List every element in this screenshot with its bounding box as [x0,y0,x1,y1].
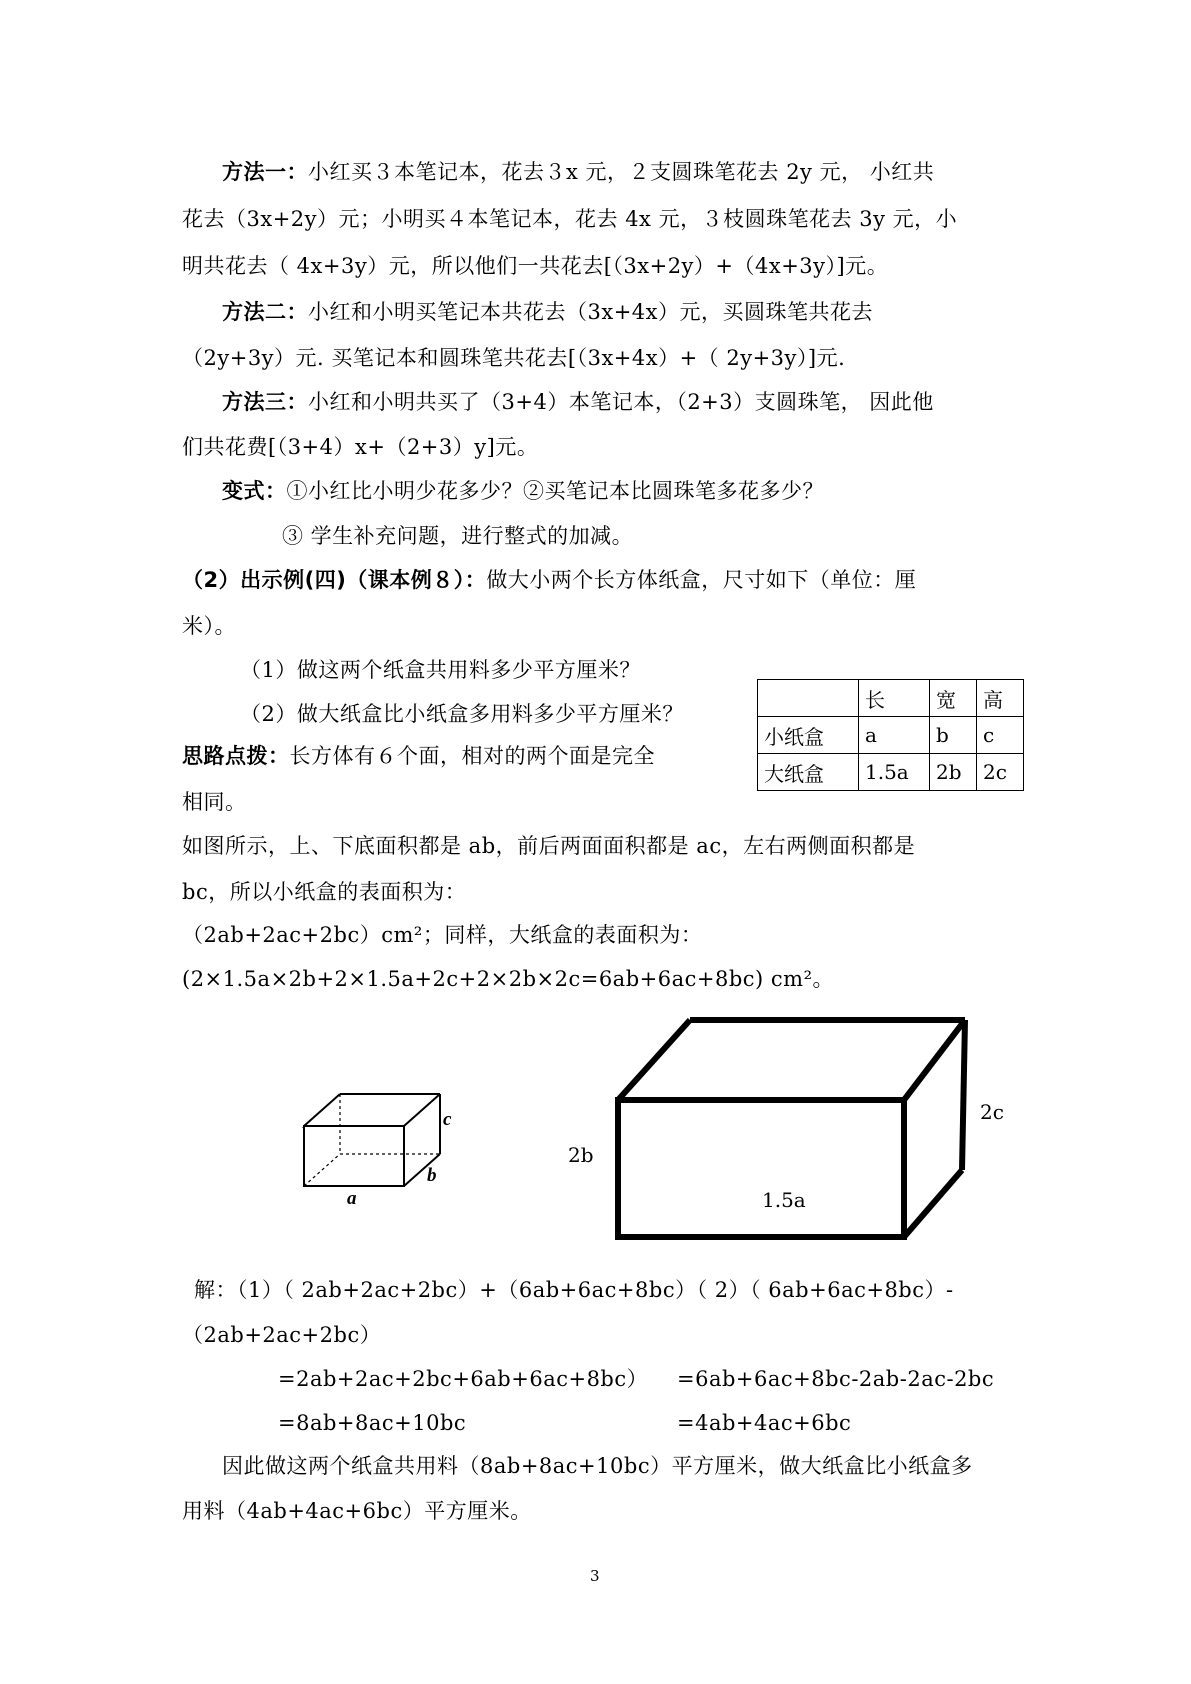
explain-line3: （2ab+2ac+2bc）cm²；同样，大纸盒的表面积为： [182,923,703,947]
page-number: 3 [590,1567,600,1585]
variant-line1: 变式：①小红比小明少花多少？②买笔记本比圆珠笔多花多少？ [222,479,824,503]
table-cell: b [930,717,977,754]
table-cell: 高 [977,680,1024,717]
table-cell: 小纸盒 [758,717,859,754]
solution-line2: （2ab+2ac+2bc） [182,1323,382,1347]
solution-line1: 解：（1）（ 2ab+2ac+2bc）+（6ab+6ac+8bc）（ 2）（ 6ab+6ac+8bc）- [194,1278,954,1302]
example4-label: （2）出示例(四)（课本例８）： [182,568,487,592]
method2-line1: 方法二：小红和小明买笔记本共花去（3x+4x）元，买圆珠笔共花去 [222,300,874,324]
explain-line2: bc，所以小纸盒的表面积为： [182,880,467,904]
example4-q2: （2）做大纸盒比小纸盒多用料多少平方厘米？ [240,702,684,726]
table-cell: 1.5a [859,754,930,791]
hint-label: 思路点拨： [182,744,290,768]
method1-line2: 花去（3x+2y）元；小明买４本笔记本，花去 4x 元，３枝圆珠笔花去 3y 元，小 [182,207,958,231]
big-cuboid-label-2b: 2b [568,1143,594,1167]
hint-line2: 相同。 [182,790,247,814]
small-cuboid-label-c: c [443,1109,452,1130]
table-cell: c [977,717,1024,754]
table-cell: 2b [930,754,977,791]
method1-line1: 方法一：小红买３本笔记本，花去３x 元，２支圆珠笔花去 2y 元， 小红共 [222,160,935,184]
table-cell: 大纸盒 [758,754,859,791]
solution-left2: =8ab+8ac+10bc [278,1411,467,1435]
method3-label: 方法三： [222,390,308,414]
hint-line1: 思路点拨：长方体有６个面，相对的两个面是完全 [182,744,655,768]
table-cell: 2c [977,754,1024,791]
example4-q1: （1）做这两个纸盒共用料多少平方厘米？ [240,658,641,682]
table-cell: 长 [859,680,930,717]
conclusion-line1: 因此做这两个纸盒共用料（8ab+8ac+10bc）平方厘米，做大纸盒比小纸盒多 [222,1454,973,1478]
method3-line2: 们共花费[（3+4）x+（2+3）y]元。 [182,435,539,459]
example4-line2: 米）。 [182,614,236,638]
solution-left1: =2ab+2ac+2bc+6ab+6ac+8bc） [278,1367,649,1391]
method2-line2: （2y+3y）元. 买笔记本和圆珠笔共花去[（3x+4x）+（ 2y+3y）]元. [182,346,846,370]
big-cuboid-label-1-5a: 1.5a [762,1188,806,1212]
variant-line2: ③ 学生补充问题，进行整式的加减。 [282,524,634,548]
conclusion-line2: 用料（4ab+4ac+6bc）平方厘米。 [182,1499,532,1523]
solution-right1: =6ab+6ac+8bc-2ab-2ac-2bc [677,1367,995,1391]
method1-line3: 明共花去（ 4x+3y）元，所以他们一共花去[（3x+2y）+（4x+3y）]元。 [182,254,889,278]
small-cuboid-label-a: a [347,1188,357,1209]
small-cuboid-label-b: b [427,1165,437,1186]
variant-label: 变式： [222,479,287,503]
method1-label: 方法一： [222,160,308,184]
solution-right2: =4ab+4ac+6bc [677,1411,852,1435]
method3-line1: 方法三：小红和小明共买了（3+4）本笔记本，（2+3）支圆珠笔， 因此他 [222,390,934,414]
small-cuboid-figure [303,1094,440,1186]
table-cell: 宽 [930,680,977,717]
table-cell: a [859,717,930,754]
big-cuboid-label-2c: 2c [980,1100,1004,1124]
example4-line1: （2）出示例(四)（课本例８）：做大小两个长方体纸盒，尺寸如下（单位：厘 [182,568,917,592]
explain-line4: (2×1.5a×2b+2×1.5a+2c+2×2b×2c=6ab+6ac+8bc) cm²。 [182,967,835,991]
explain-line1: 如图所示，上、下底面积都是 ab，前后两面面积都是 ac，左右两侧面积都是 [182,834,916,858]
method2-label: 方法二： [222,300,308,324]
